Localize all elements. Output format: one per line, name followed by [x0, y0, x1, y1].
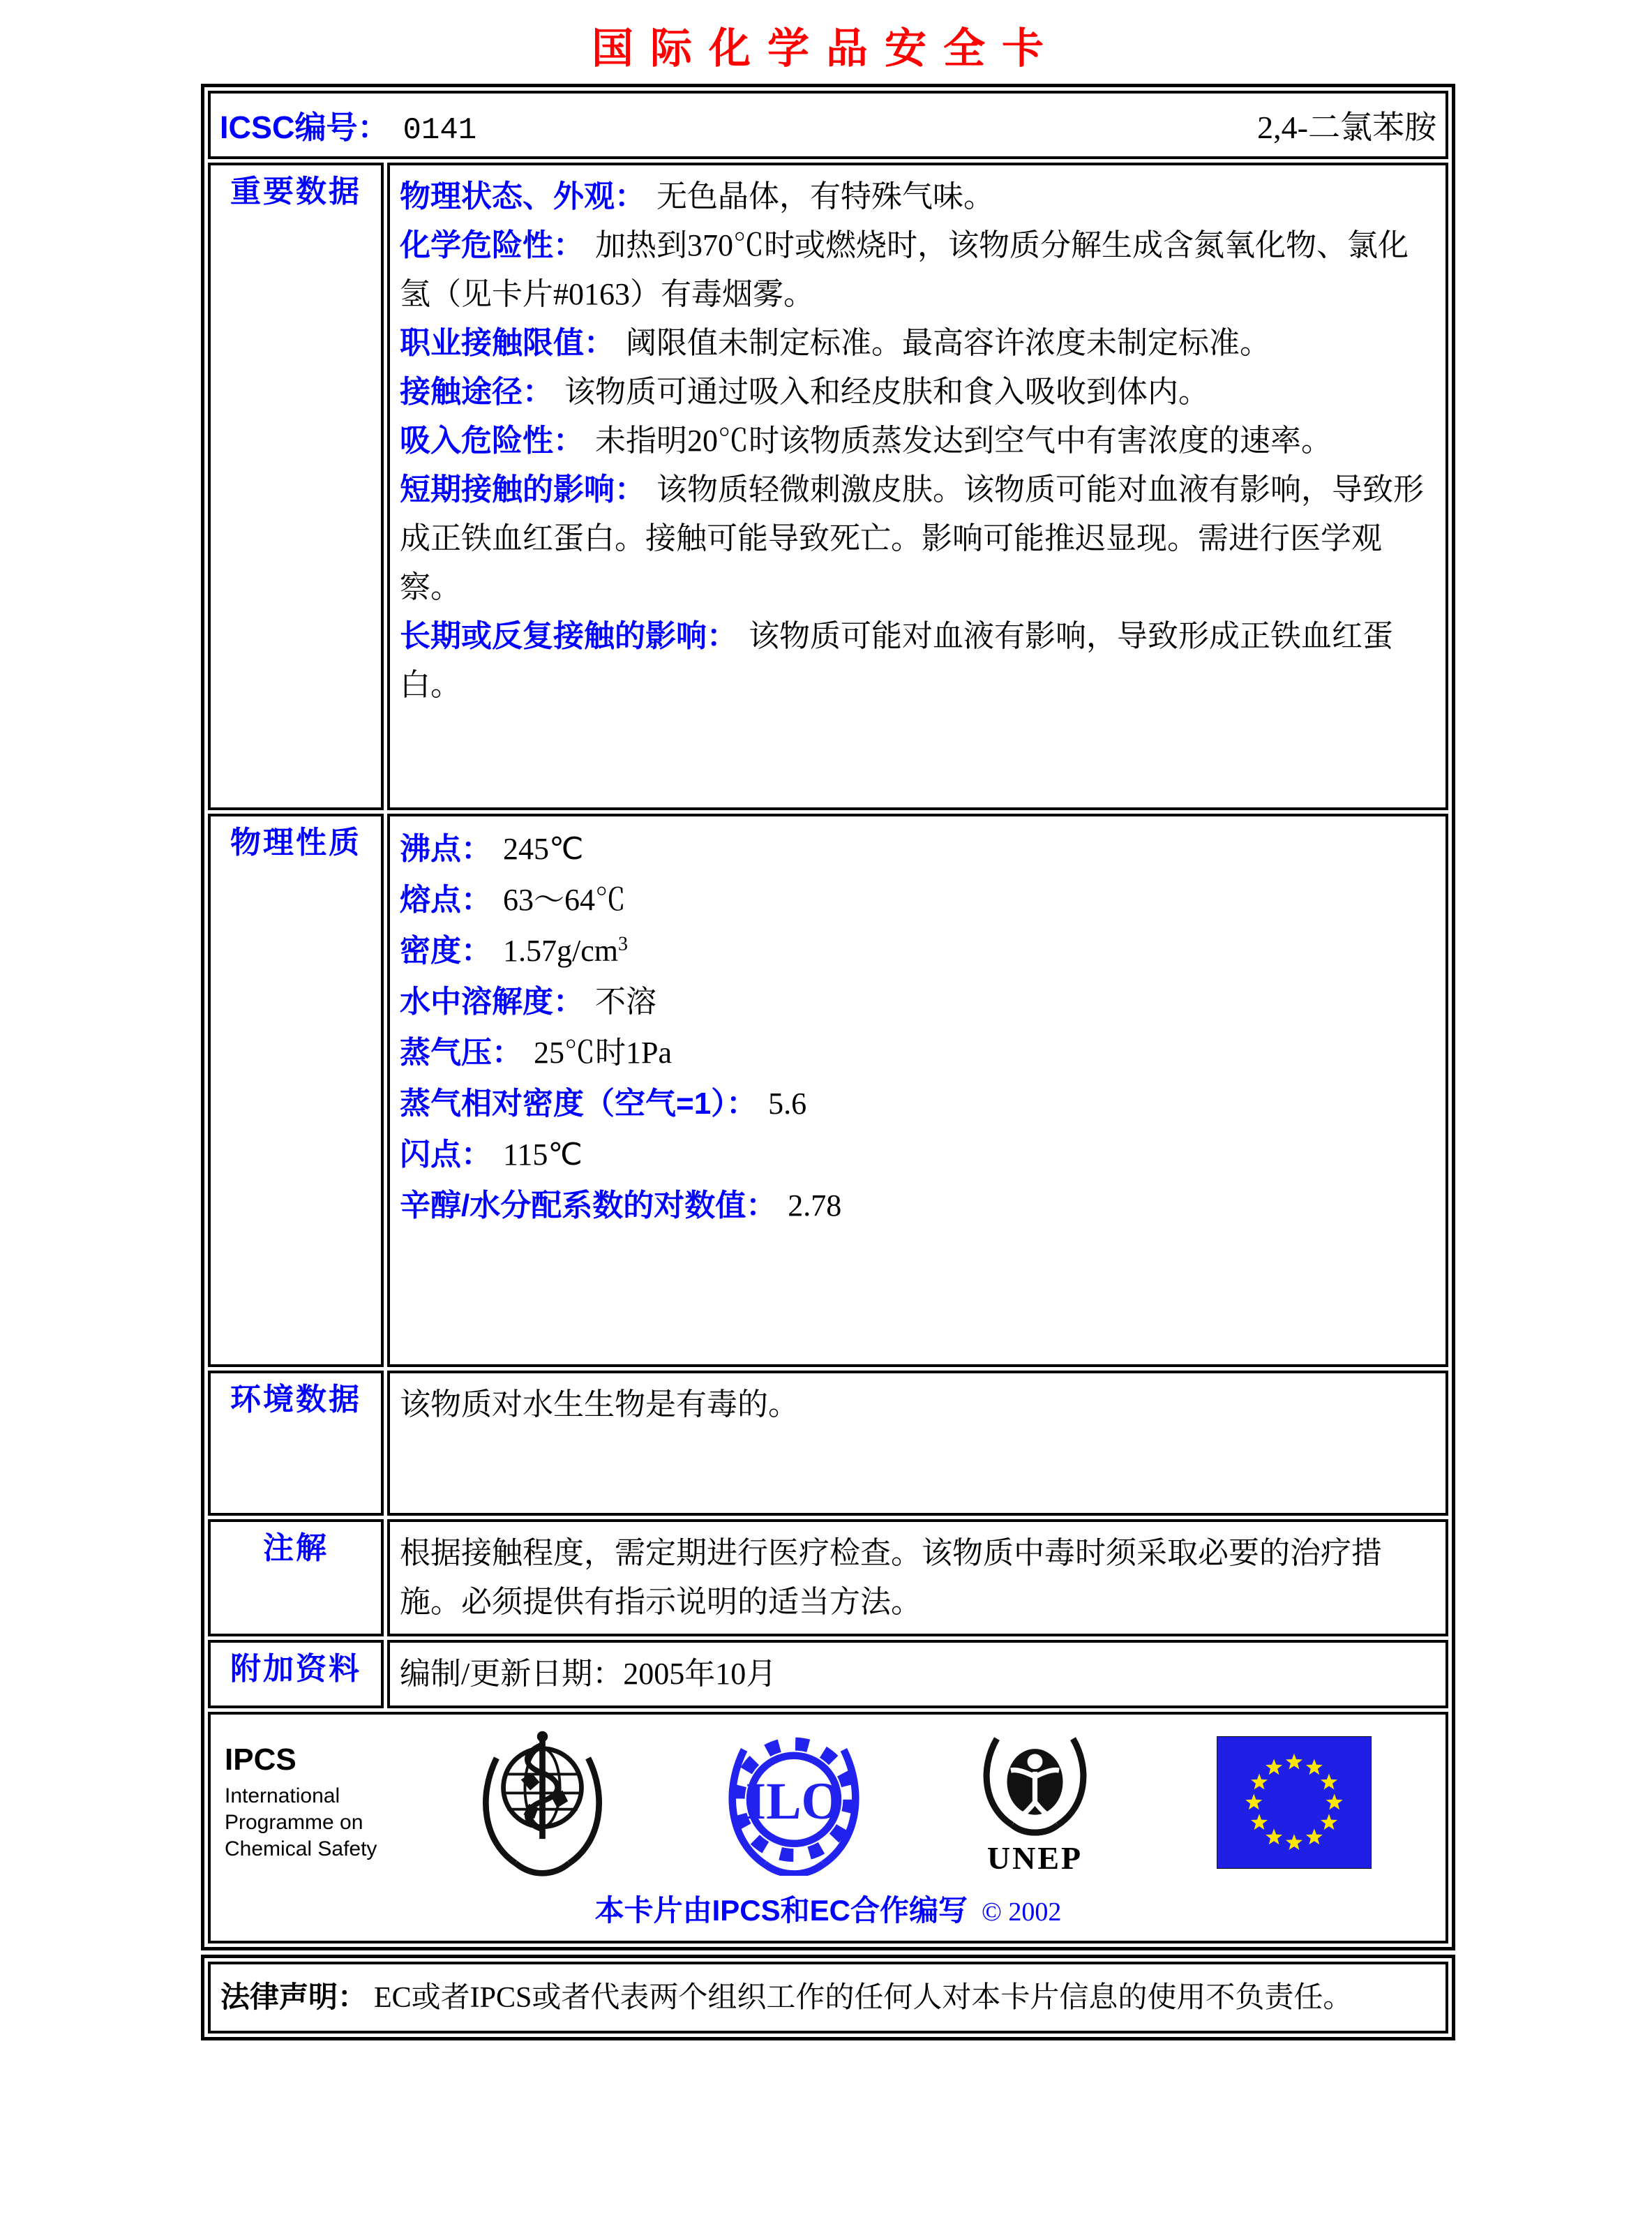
property-label: 辛醇/水分配系数的对数值： — [400, 1188, 777, 1223]
property-line — [400, 1180, 1436, 1231]
additional-info-row — [208, 1640, 1448, 1708]
property-value: 不溶 — [595, 985, 656, 1019]
property-label: 职业接触限值： — [400, 326, 615, 360]
section-label-environment: 环境数据 — [208, 1371, 384, 1516]
superscript: 3 — [617, 933, 628, 955]
physical-properties-row — [208, 814, 1448, 1367]
chemical-name: 2,4-二氯苯胺 — [1257, 110, 1436, 145]
property-label: 蒸气相对密度（空气=1）： — [400, 1087, 758, 1121]
property-line — [400, 368, 1436, 417]
legal-table — [201, 1955, 1455, 2040]
ilo-logo-icon — [721, 1729, 867, 1876]
property-label: 化学危险性： — [400, 228, 584, 262]
property-line — [400, 823, 1436, 874]
property-line — [400, 874, 1436, 925]
who-logo-icon — [474, 1726, 610, 1879]
property-value: 该物质可通过吸入和经皮肤和食入吸收到体内。 — [564, 375, 1209, 409]
unep-logo-icon — [970, 1729, 1099, 1840]
property-label: 物理状态、外观： — [400, 179, 645, 214]
property-label: 熔点： — [400, 883, 492, 917]
property-value: 25℃时1Pa — [534, 1036, 672, 1070]
property-line — [400, 976, 1436, 1027]
icsc-number-group — [220, 102, 476, 148]
icsc-card-table — [201, 84, 1455, 1950]
property-label: 长期或反复接触的影响： — [400, 619, 737, 653]
notes-row — [208, 1519, 1448, 1636]
property-line — [400, 319, 1436, 368]
property-line — [400, 172, 1436, 221]
credit-line — [225, 1888, 1432, 1930]
property-value: 5.6 — [768, 1087, 807, 1121]
section-label-notes: 注解 — [208, 1519, 384, 1636]
property-value: 该物质轻微刺激皮肤。该物质可能对血液有影响，导致形成正铁血红蛋白。接触可能导致死亡。影响可能推迟显现。需进行医学观察。 — [400, 472, 1424, 604]
ilo-letters: ILO — [745, 1773, 843, 1831]
legal-row — [208, 1962, 1448, 2033]
property-value: 2.78 — [788, 1188, 842, 1223]
unep-label: UNEP — [986, 1840, 1083, 1876]
property-label: 短期接触的影响： — [400, 472, 645, 507]
property-value: 245℃ — [503, 832, 584, 866]
property-label: 水中溶解度： — [400, 985, 584, 1019]
property-label: 吸入危险性： — [400, 424, 584, 458]
property-value: 阈限值未制定标准。最高容许浓度未制定标准。 — [626, 326, 1270, 360]
ipcs-subtitle-line: International — [225, 1784, 340, 1807]
environmental-data-row — [208, 1371, 1448, 1516]
property-line — [400, 1078, 1436, 1129]
property-label: 接触途径： — [400, 375, 553, 409]
ipcs-title: IPCS — [225, 1742, 296, 1777]
section-content-additional: 编制/更新日期：2005年10月 — [387, 1640, 1448, 1708]
property-label: 蒸气压： — [400, 1036, 523, 1070]
icsc-number-value: 0141 — [403, 113, 477, 148]
property-line — [400, 221, 1436, 319]
property-line — [400, 1027, 1436, 1078]
property-value: 未指明20℃时该物质蒸发达到空气中有害浓度的速率。 — [595, 424, 1332, 458]
property-value: 1.57g/cm — [503, 934, 618, 968]
section-label-physical: 物理性质 — [208, 814, 384, 1367]
credit-text: 本卡片由IPCS和EC合作编写 — [594, 1894, 968, 1927]
legal-text: EC或者IPCS或者代表两个组织工作的任何人对本卡片信息的使用不负责任。 — [374, 1982, 1353, 2014]
ipcs-subtitle-line: Chemical Safety — [225, 1837, 377, 1860]
property-line — [400, 612, 1436, 710]
unep-block — [970, 1729, 1099, 1876]
logos-row — [208, 1712, 1448, 1943]
section-content-important — [387, 163, 1448, 810]
property-label: 沸点： — [400, 832, 492, 866]
ipcs-block — [225, 1742, 414, 1863]
property-value: 无色晶体，有特殊气味。 — [656, 179, 994, 214]
property-line — [400, 1129, 1436, 1180]
page-title: 国际化学品安全卡 — [592, 24, 1060, 73]
section-content-notes: 根据接触程度，需定期进行医疗检查。该物质中毒时须采取必要的治疗措施。必须提供有指示说明的适当方法。 — [387, 1519, 1448, 1636]
section-label-important: 重要数据 — [208, 163, 384, 810]
legal-label: 法律声明： — [220, 1980, 368, 2013]
section-content-environment: 该物质对水生生物是有毒的。 — [387, 1371, 1448, 1516]
property-value: 63～64℃ — [503, 883, 626, 917]
property-line — [400, 417, 1436, 465]
copyright-text: © 2002 — [982, 1897, 1062, 1927]
header-row — [208, 91, 1448, 159]
property-line — [400, 925, 1436, 976]
property-value: 115℃ — [503, 1137, 583, 1172]
property-value: 加热到370℃时或燃烧时，该物质分解生成含氮氧化物、氯化氢（见卡片#0163）有毒烟雾。 — [400, 228, 1409, 311]
eu-flag-icon — [1217, 1736, 1372, 1869]
ipcs-subtitle-line: Programme on — [225, 1811, 363, 1834]
property-value: 该物质可能对血液有影响，导致形成正铁血红蛋白。 — [400, 619, 1393, 702]
property-label: 闪点： — [400, 1137, 492, 1172]
important-data-row — [208, 163, 1448, 810]
icsc-number-label: ICSC编号： — [220, 110, 389, 145]
section-content-physical — [387, 814, 1448, 1367]
property-label: 密度： — [400, 934, 492, 968]
section-label-additional: 附加资料 — [208, 1640, 384, 1708]
property-line — [400, 465, 1436, 612]
